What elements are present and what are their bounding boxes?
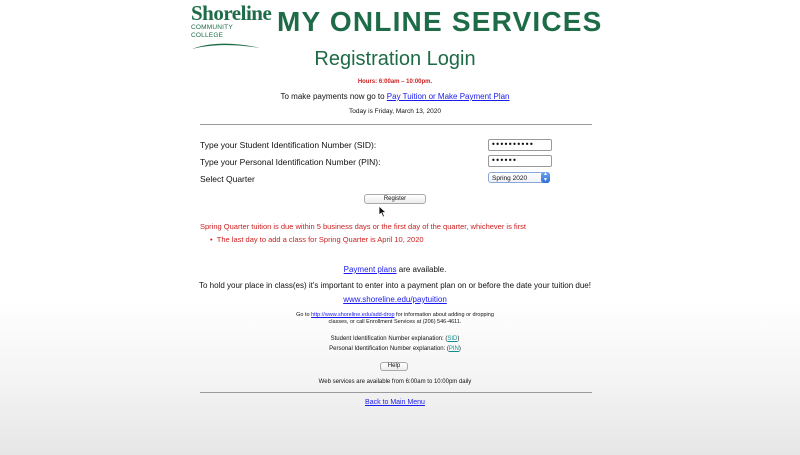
logo-subtitle: COMMUNITY COLLEGE: [191, 24, 233, 39]
payment-prefix: To make payments now go to: [280, 92, 385, 101]
back-to-main-menu-link[interactable]: Back to Main Menu: [365, 399, 425, 406]
pin-explanation-link[interactable]: PIN: [448, 346, 459, 352]
pin-close-paren: ): [458, 346, 461, 352]
pay-tuition-url-link[interactable]: www.shoreline.edu/paytuition: [343, 295, 447, 304]
add-drop-link[interactable]: http://www.shoreline.edu/add-drop: [311, 312, 395, 318]
help-button[interactable]: Help: [380, 362, 408, 371]
sid-close-paren: ): [457, 336, 460, 342]
quarter-select-value: Spring 2020: [492, 175, 528, 182]
tuition-due-notice: Spring Quarter tuition is due within 5 business days or the first day of the quarter, whichever is first: [200, 222, 526, 231]
pin-explanation-text: Personal Identification Number explanation: (: [329, 346, 449, 352]
payment-plans-link[interactable]: Payment plans: [343, 265, 397, 274]
mouse-cursor-icon: [378, 205, 387, 218]
site-title: MY ONLINE SERVICES: [277, 6, 603, 37]
today-date: Today is Friday, March 13, 2020: [348, 108, 441, 115]
web-services-hours: Web services are available from 6:00am to 10:00pm daily: [318, 379, 472, 385]
pin-input[interactable]: ••••••: [488, 155, 552, 167]
quarter-label: Select Quarter: [200, 174, 255, 184]
sid-explanation-link[interactable]: SID: [447, 336, 458, 342]
pay-tuition-url-line: [0, 295, 790, 304]
logo-name: Shoreline: [191, 1, 272, 25]
last-day-notice: [210, 235, 424, 244]
hours-text: Hours: 6:00am – 10:00pm.: [357, 79, 433, 85]
bullet-icon: •: [210, 235, 217, 244]
divider-top: [200, 124, 592, 125]
register-button[interactable]: Register: [364, 194, 426, 204]
quarter-select[interactable]: [488, 172, 550, 183]
college-logo[interactable]: [191, 1, 272, 51]
page-title: Registration Login: [314, 48, 476, 70]
add-drop-prefix: Go to: [296, 312, 310, 318]
payment-plans-line: [0, 265, 790, 274]
divider-bottom: [200, 392, 592, 393]
sid-explanation-text: Student Identification Number explanation: (: [330, 336, 448, 342]
add-drop-info: [0, 312, 790, 326]
hold-place-text: To hold your place in class(es) it's important to enter into a payment plan on or before the date your tuition due!: [199, 281, 591, 290]
payment-line: [0, 92, 790, 101]
select-arrows-icon: ▲ ▼: [541, 172, 550, 183]
pin-explanation-line: [0, 346, 790, 352]
pin-label: Type your Personal Identification Number (PIN):: [200, 157, 381, 167]
add-drop-line2: classes, or call Enrollment Services at (206) 546-4611.: [328, 319, 462, 325]
sid-label: Type your Student Identification Number (SID):: [200, 140, 377, 150]
add-drop-suffix: for information about adding or dropping: [394, 312, 494, 318]
payment-plans-suffix: are available.: [396, 265, 447, 274]
pay-tuition-link[interactable]: Pay Tuition or Make Payment Plan: [386, 92, 510, 101]
back-to-main-line: [0, 399, 790, 406]
last-day-text: The last day to add a class for Spring Quarter is April 10, 2020: [216, 235, 424, 244]
sid-explanation-line: [0, 336, 790, 342]
sid-input[interactable]: ••••••••••: [488, 139, 552, 151]
